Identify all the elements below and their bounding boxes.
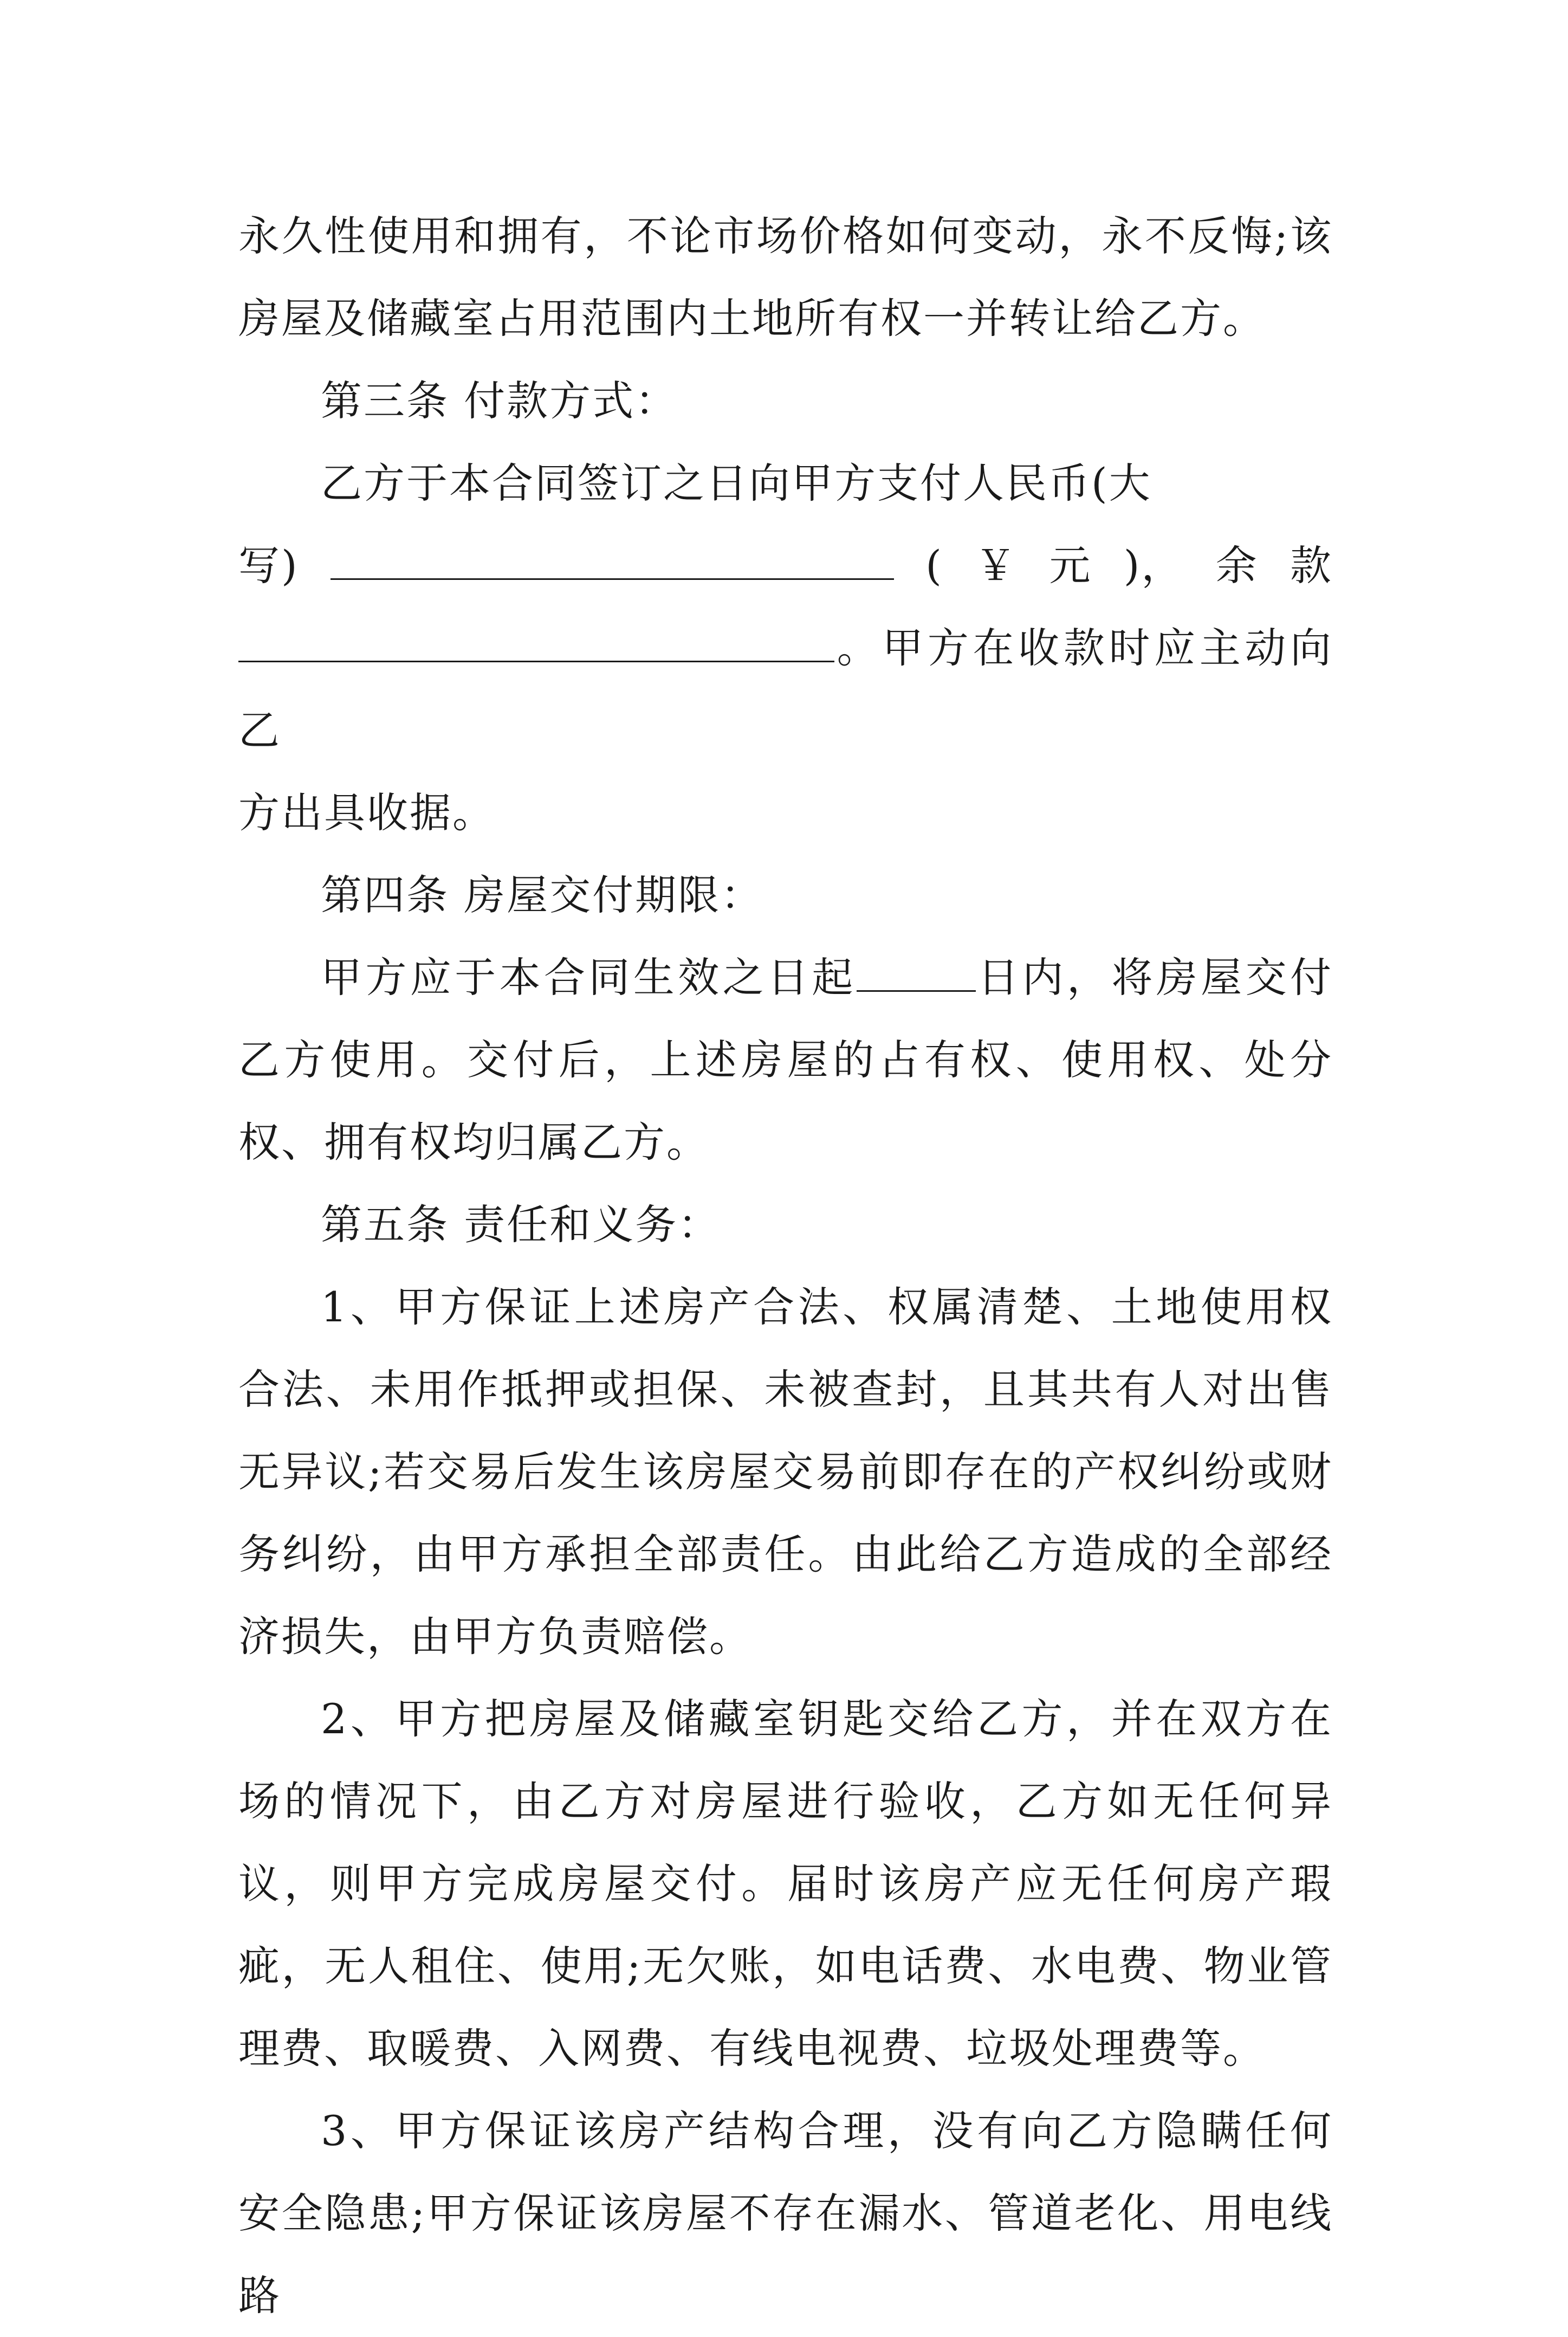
yen-symbol: ￥ — [975, 541, 1018, 590]
article-5-title: 第五条 责任和义务： — [321, 1200, 721, 1249]
article-4-title: 第四条 房屋交付期限： — [321, 871, 764, 919]
yuan-label: 元 — [1049, 541, 1092, 590]
article-4-text-a: 甲方应于本合同生效之日起 — [321, 953, 857, 1002]
article-3-receipt-text: 。甲方在收款时应主动向乙 — [238, 624, 1333, 754]
article-5-item-3: 3、甲方保证该房产结构合理，没有向乙方隐瞒任何安全隐患;甲方保证该房屋不存在漏水、管道老化、用电线路 — [238, 2107, 1333, 2320]
balance-blank — [238, 624, 834, 662]
paragraph-ownership: 永久性使用和拥有，不论市场价格如何变动，永不反悔;该房屋及储藏室占用范围内土地所有权一并转让给乙方。 — [238, 212, 1333, 343]
article-3-daxie-label: 写) — [238, 541, 299, 590]
balance-label-2: 款 — [1290, 541, 1333, 590]
balance-label-1: 余 — [1215, 541, 1259, 590]
amount-blank — [331, 541, 894, 580]
paren-close: )， — [1123, 541, 1184, 590]
article-3-title: 第三条 付款方式： — [321, 377, 678, 425]
paren-open: ( — [925, 541, 943, 590]
days-blank — [857, 953, 976, 992]
article-3-line-4: 方出具收据。 — [238, 789, 495, 837]
article-3-line-3 — [238, 607, 1333, 772]
article-5-item-1: 1、甲方保证上述房产合法、权属清楚、土地使用权合法、未用作抵押或担保、未被查封，且其共有人对出售无异议;若交易后发生该房屋交易前即存在的产权纠纷或财务纠纷，由甲方承担全部责任。由此给乙方造成的全部经济损失，由甲方负责赔偿。 — [238, 1283, 1333, 1661]
article-4-body — [238, 937, 1333, 1184]
article-5-item-2: 2、甲方把房屋及储藏室钥匙交给乙方，并在双方在场的情况下，由乙方对房屋进行验收，乙方如无任何异议，则甲方完成房屋交付。届时该房产应无任何房产瑕疵，无人租住、使用;无欠账，如电话费、水电费、物业管理费、取暖费、入网费、有线电视费、垃圾处理费等。 — [238, 1695, 1333, 2073]
contract-page — [238, 195, 1333, 2337]
article-3-line-2 — [238, 525, 1333, 607]
article-3-line-1: 乙方于本合同签订之日向甲方支付人民币(大 — [321, 459, 1152, 507]
article-4-text-b: 日内，将房屋交付乙方使用。交付后，上述房屋的占有权、使用权、处分权、拥有权均归属乙方。 — [238, 953, 1333, 1166]
